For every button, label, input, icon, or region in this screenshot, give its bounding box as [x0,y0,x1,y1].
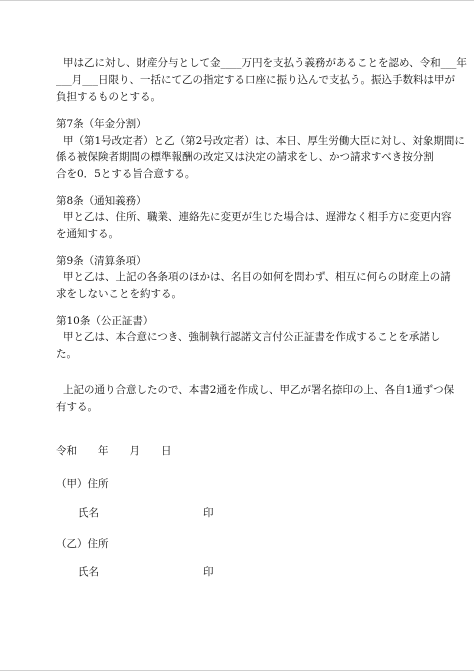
intro-line-3: 負担するものとする。 [56,91,161,103]
party-b-seal-mark: 印 [203,566,214,578]
article-10-line-1: 甲と乙は、本合意につき、強制執行認諾文言付公正証書を作成することを承諾し [63,331,441,343]
intro-line-2: ___月___日限り、一括にて乙の指定する口座に振り込んで支払う。振込手数料は甲が [56,74,455,86]
party-a-address-label: （甲）住所 [56,478,109,490]
article-7-heading: 第7条（年金分割） [56,118,147,130]
article-8-line-1: 甲と乙は、住所、職業、連絡先に変更が生じた場合は、遅滞なく相手方に変更内容 [63,211,452,223]
party-b-name-label: 氏名 [78,566,99,578]
article-9-line-2: 求をしないことを約する。 [56,288,182,300]
closing-line-2: 有する。 [56,401,98,413]
intro-line-1: 甲は乙に対し、財産分与として金____万円を支払う義務があることを認め、令和___年 [63,57,467,69]
article-9-heading: 第9条（清算条項） [56,255,147,267]
article-7-line-3: 合を0．5とする旨合意する。 [56,168,196,180]
closing-line-1: 上記の通り合意したので、本書2通を作成し、甲乙が署名捺印の上、各自1通ずつ保 [63,384,455,396]
article-10-line-2: た。 [56,348,77,360]
article-10-heading: 第10条（公正証書） [56,315,154,327]
article-7-line-2: 係る被保険者期間の標準報酬の改定又は決定の請求をし、かつ請求すべき按分割 [56,151,434,163]
party-a-name-label: 氏名 [78,507,99,519]
article-9-line-1: 甲と乙は、上記の各条項のほかは、名目の如何を問わず、相互に何らの財産上の請 [63,271,451,283]
article-8-line-2: を通知する。 [56,228,119,240]
article-8-heading: 第8条（通知義務） [56,195,147,207]
party-a-seal-mark: 印 [203,507,214,519]
date-line: 令和 年 月 日 [56,445,172,457]
party-b-address-label: （乙）住所 [56,538,109,550]
article-7-line-1: 甲（第1号改定者）と乙（第2号改定者）は、本日、厚生労働大臣に対し、対象期間に [63,135,465,147]
page-top-border [0,0,474,1]
